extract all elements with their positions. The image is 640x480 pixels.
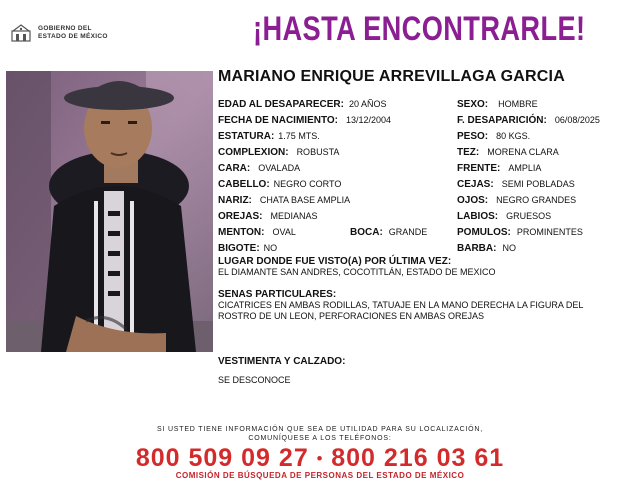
field-cejas — [457, 176, 575, 191]
info-note-line-1: SI USTED TIENE INFORMACIÓN QUE SEA DE UTILIDAD PARA SU LOCALIZACIÓN, — [156, 426, 484, 433]
field-peso-value: 80 KGS. — [496, 131, 531, 141]
state-seal-icon — [10, 22, 32, 44]
last-seen-title: LUGAR DONDE FUE VISTO(A) POR ÚLTIMA VEZ: — [218, 256, 452, 267]
field-pomulos-value: PROMINENTES — [516, 227, 583, 237]
person-name: MARIANO ENRIQUE ARREVILLAGA GARCIA — [218, 68, 565, 85]
field-orejas-value: MEDIANAS — [270, 211, 318, 221]
field-peso-label: PESO: — [457, 131, 489, 142]
field-labios — [457, 208, 551, 223]
info-note-line-2: COMUNÍQUESE A LOS TELÉFONOS: — [248, 435, 392, 442]
field-estatura — [218, 128, 320, 143]
header — [0, 0, 640, 62]
field-bigote-value: NO — [263, 243, 278, 253]
field-nacimiento-value: 13/12/2004 — [346, 115, 392, 125]
logo-line-2: ESTADO DE MÉXICO — [38, 33, 108, 40]
field-menton-label: MENTON: — [218, 227, 265, 238]
distinguishing-marks-title: SENAS PARTICULARES: — [218, 289, 337, 300]
field-complexion — [218, 144, 339, 159]
field-desaparicion — [457, 112, 600, 127]
field-nariz — [218, 192, 350, 207]
field-sexo-value: HOMBRE — [498, 99, 538, 109]
field-ojos-label: OJOS: — [457, 195, 489, 206]
field-pomulos — [457, 224, 583, 239]
field-tez-label: TEZ: — [457, 147, 480, 158]
phone-number-1[interactable]: 800 509 09 27 — [135, 444, 309, 472]
field-nariz-label: NARIZ: — [218, 195, 252, 206]
phone-number-2[interactable]: 800 216 03 61 — [331, 444, 505, 472]
field-sexo — [457, 96, 538, 111]
field-edad-label: EDAD AL DESAPARECER: — [218, 99, 344, 110]
logo-line-1: GOBIERNO DEL — [38, 25, 92, 32]
field-desaparicion-label: F. DESAPARICIÓN: — [457, 115, 547, 126]
field-estatura-label: ESTATURA: — [218, 131, 275, 142]
field-nacimiento-label: FECHA DE NACIMIENTO: — [218, 115, 338, 126]
field-bigote-label: BIGOTE: — [218, 243, 260, 254]
field-edad-value: 20 AÑOS — [348, 99, 387, 109]
field-nariz-value: CHATA BASE AMPLIA — [259, 195, 351, 205]
field-cejas-label: CEJAS: — [457, 179, 494, 190]
phone-separator: • — [316, 450, 324, 468]
distinguishing-marks-line-2: ROSTRO DE UN LEON, PERFORACIONES EN AMBAS OREJAS — [218, 311, 485, 321]
field-barba-label: BARBA: — [457, 243, 497, 254]
field-boca — [350, 224, 427, 239]
field-complexion-label: COMPLEXION: — [218, 147, 289, 158]
field-ojos — [457, 192, 576, 207]
field-bigote — [218, 240, 277, 255]
clothing-title: VESTIMENTA Y CALZADO: — [218, 356, 346, 367]
field-pomulos-label: POMULOS: — [457, 227, 511, 238]
field-cabello-label: CABELLO: — [218, 179, 270, 190]
clothing-text: SE DESCONOCE — [218, 375, 291, 385]
banner-title: ¡HASTA ENCONTRARLE! — [253, 10, 586, 48]
field-cara — [218, 160, 300, 175]
field-orejas-label: OREJAS: — [218, 211, 263, 222]
field-labios-value: GRUESOS — [506, 211, 552, 221]
field-sexo-label: SEXO: — [457, 99, 489, 110]
field-barba — [457, 240, 516, 255]
field-orejas — [218, 208, 317, 223]
field-tez — [457, 144, 559, 159]
last-seen-text: EL DIAMANTE SAN ANDRES, COCOTITLÁN, ESTADO DE MEXICO — [218, 267, 496, 277]
field-nacimiento — [218, 112, 391, 127]
field-frente-value: AMPLIA — [508, 163, 542, 173]
field-tez-value: MORENA CLARA — [487, 147, 559, 157]
field-cejas-value: SEMI POBLADAS — [501, 179, 575, 189]
field-desaparicion-value: 06/08/2025 — [554, 115, 600, 125]
field-cabello — [218, 176, 341, 191]
field-menton-value: OVAL — [272, 227, 296, 237]
field-edad — [218, 96, 386, 111]
field-boca-value: GRANDE — [388, 227, 428, 237]
phone-numbers — [0, 444, 640, 473]
field-frente-label: FRENTE: — [457, 163, 501, 174]
field-frente — [457, 160, 541, 175]
field-boca-label: BOCA: — [350, 227, 383, 238]
commission-name: COMISIÓN DE BÚSQUEDA DE PERSONAS DEL ESTADO DE MÉXICO — [175, 471, 465, 480]
field-menton — [218, 224, 296, 239]
field-barba-value: NO — [502, 243, 516, 253]
field-complexion-value: ROBUSTA — [296, 147, 340, 157]
field-cara-label: CARA: — [218, 163, 251, 174]
field-cara-value: OVALADA — [258, 163, 301, 173]
field-ojos-value: NEGRO GRANDES — [496, 195, 577, 205]
missing-person-photo — [6, 71, 213, 352]
field-peso — [457, 128, 530, 143]
field-labios-label: LABIOS: — [457, 211, 499, 222]
field-estatura-value: 1.75 MTS. — [278, 131, 320, 141]
distinguishing-marks-line-1: CICATRICES EN AMBAS RODILLAS, TATUAJE EN LA MANO DERECHA LA FIGURA DEL — [218, 300, 584, 310]
field-cabello-value: NEGRO CORTO — [273, 179, 342, 189]
government-logo — [10, 22, 108, 44]
